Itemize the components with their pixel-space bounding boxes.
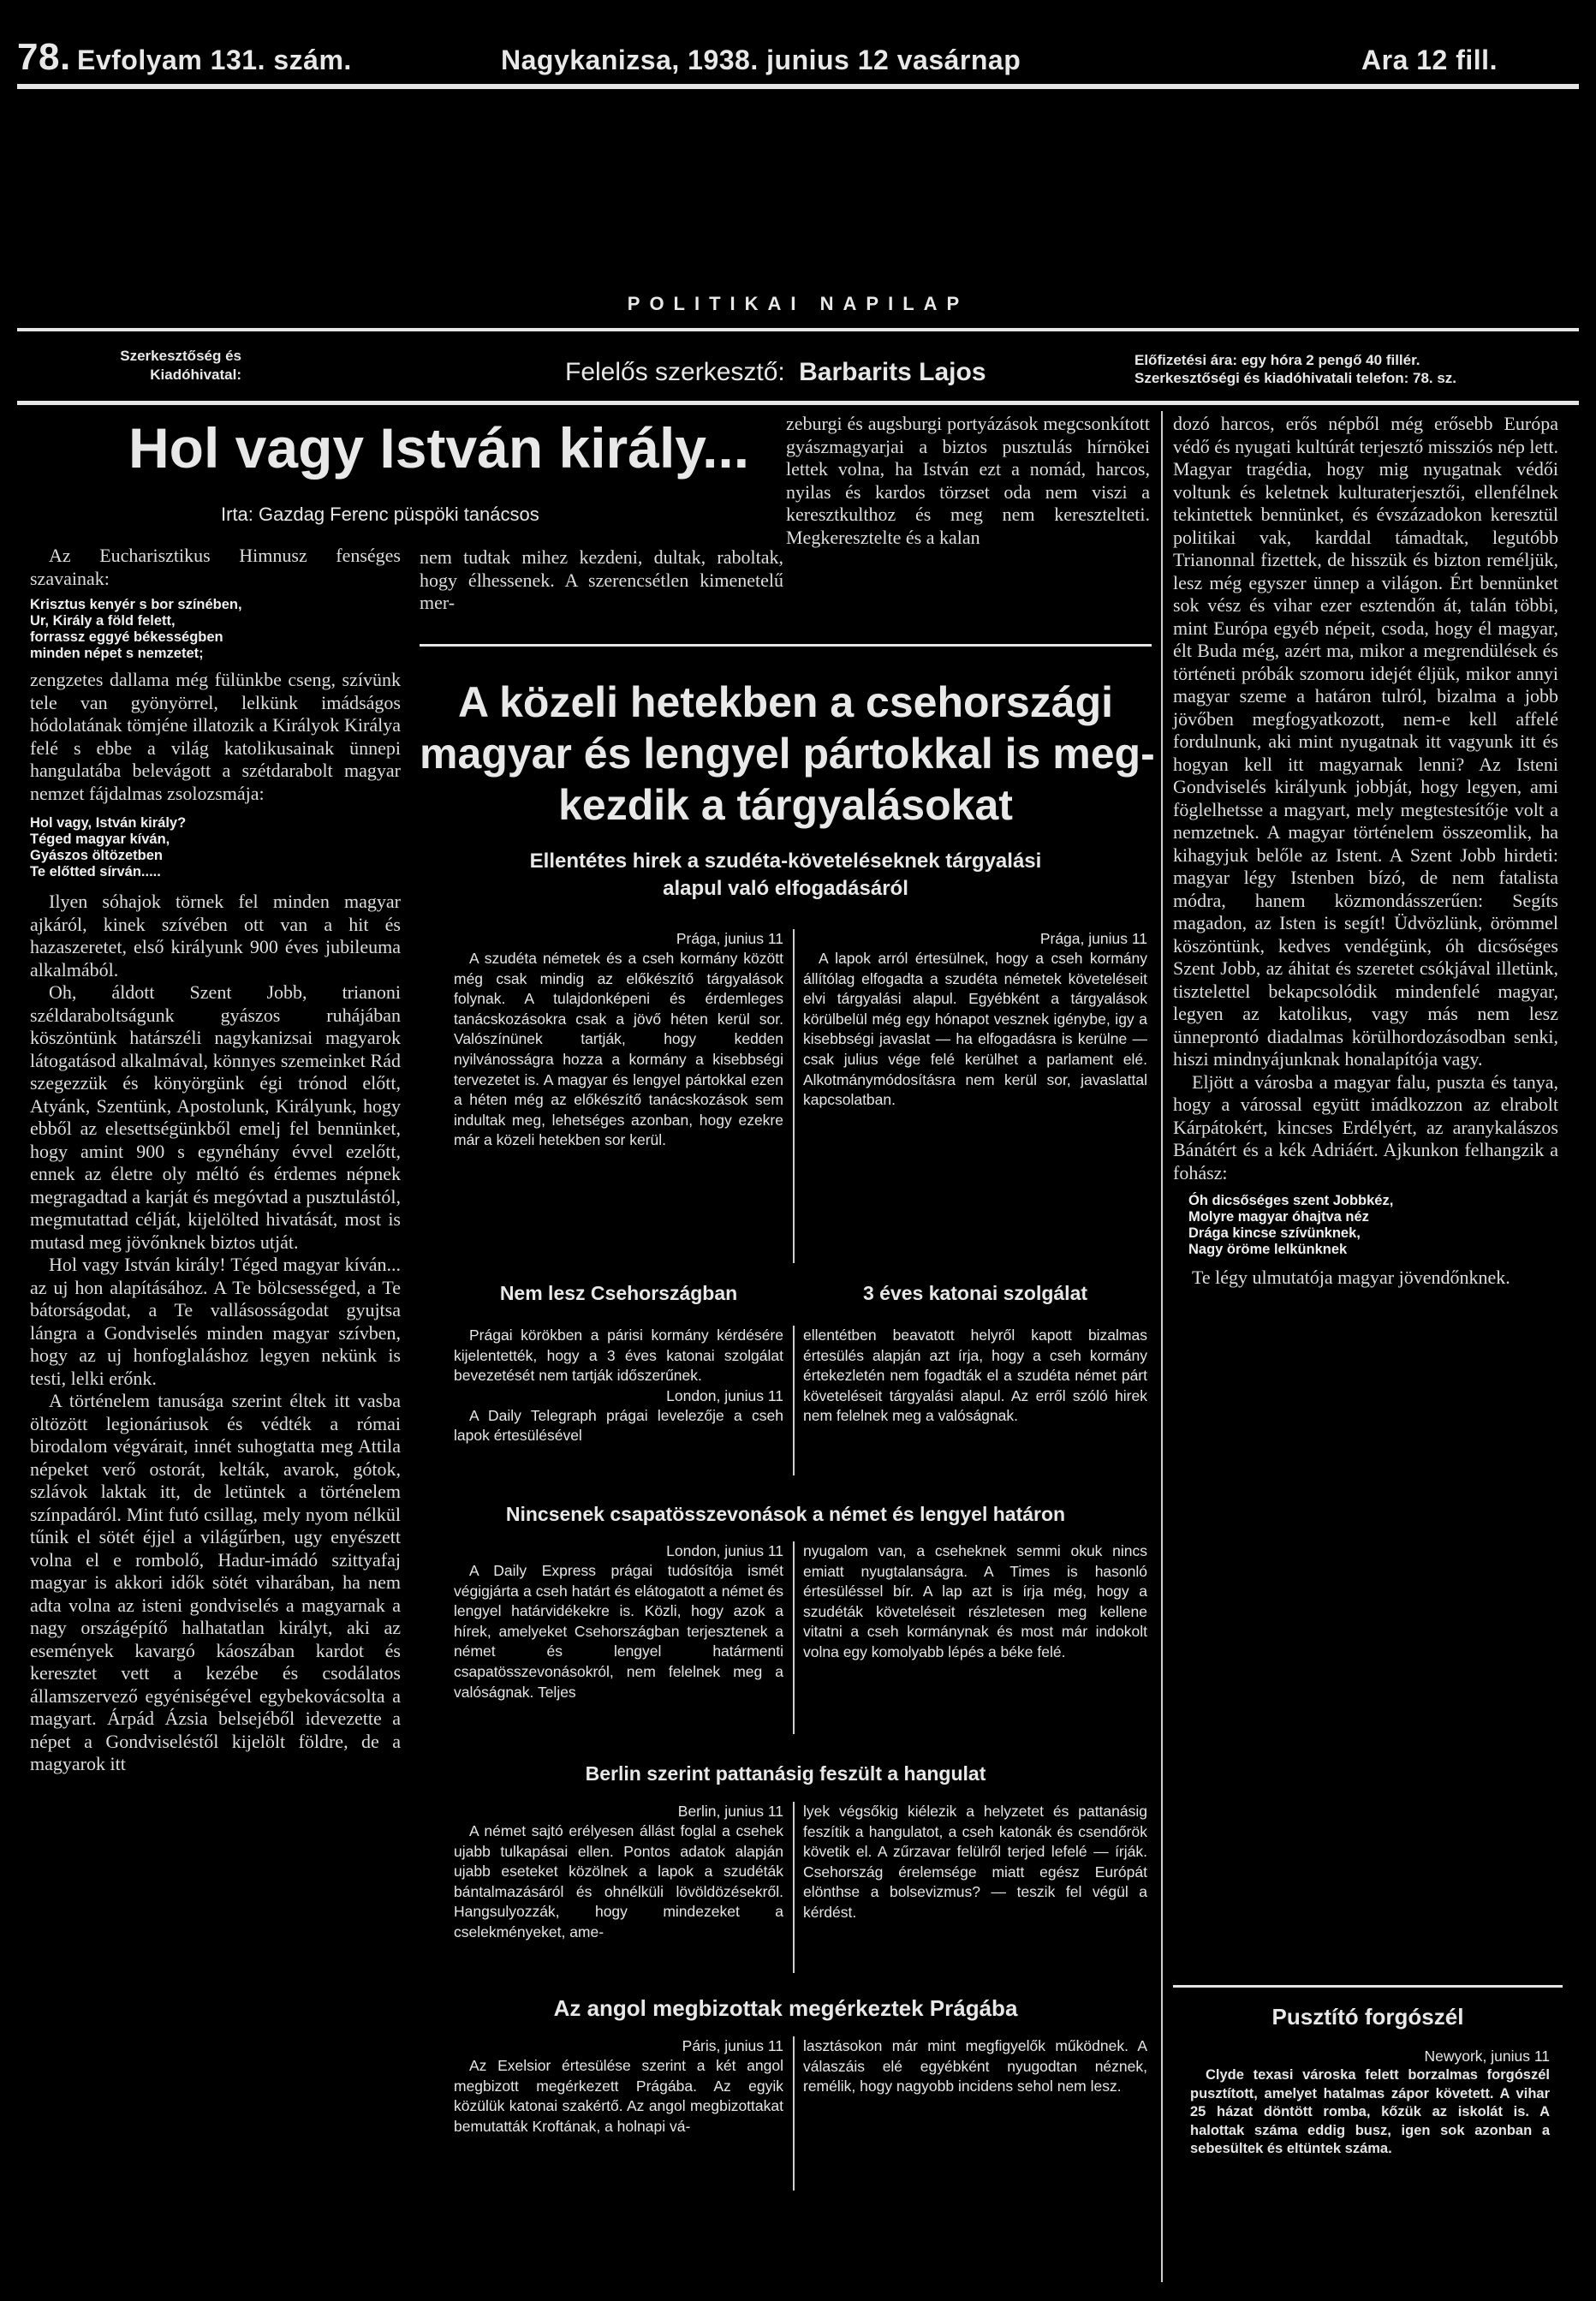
column-divider (793, 1326, 795, 1475)
headline-line-2: magyar és lengyel pártokkal is meg- (420, 730, 1155, 778)
issue-number: 78. (17, 36, 71, 78)
column-divider (793, 929, 795, 1263)
story-6 (1190, 2047, 1550, 2159)
story-text: Prágai körökben a párisi kormány kérdésére kijelentették, hogy a 3 éves katonai szolgálat bevezetését nem tartják időszerűnek. (454, 1326, 783, 1385)
masthead-left-line1: Szerkesztőség és (120, 348, 241, 364)
editorial-paragraph: A történelem tanusága szerint éltek itt vasba öltözött legionáriusok és védték a római birodalom végvárait, innét suhogtatta meg Attila népeket verő ostorát, kelták, avarok, gótok, szlávok laktak itt, de letüntek a történelem színpadáról. Mint futó csillag, mely nyom nélkül tűnik el sötét éjjel a világűrben, ugy enyészett volna el e rombolő, Hadur-imádó szittyafaj magyar is akkori idők sötét viharában, ha nem adta volna az isteni gondviselés a magyarnak a nagy országépítő halhatatlan királyt, aki az események kavargó káoszában kardot és keresztet vett a kezébe és csodálatos államszervező egyéniségével egybekovácsolta a magyart. Árpád Ázsia belsejéből idevezette a népet a Gondviseléstől kijelölt földre, de a magyarok itt (30, 1390, 401, 1774)
top-rule (17, 84, 1579, 89)
editorial-byline: Irta: Gazdag Ferenc püspöki tanácsos (221, 504, 539, 525)
editorial-paragraph: Hol vagy István király! Téged magyar kíván... az uj hon alapításához. A Te bölcsességed, a Te bátorságodat, a Te vallásosságodat gyujtsa lángra a Gondviselés minden magyar szívben, hogy az uj honfoglaláshoz legyen nekünk is testi, lelki erőnk. (30, 1254, 401, 1389)
editorial-continuation: zeburgi és augsburgi portyázások megcsonkított gyászmagyarjai a biztos pusztulás hírnökei lettek volna, ha István ezt a nomád, harcos, nyilas és kardos törzset oda nem viszi a keresztkulthoz és meg nem keresztelteti. Megkeresztelte és a kalan (786, 413, 1150, 548)
story-text: A szudéta németek és a cseh kormány között még csak mindig az előkészítő tárgyalások folynak. A tulajdonképeni és érdemleges tanácskozásokra csak a jövő héten kerül sor. Valószínünek tartják, hogy kedden nyilvánosságra hozza a kormány a kisebbségi tervezetet is. A magyar és lengyel pártokkal ezen a héten még az előkészítő tanácskozások sem indultak meg, lehetséges azonban, hogy ezekre már a közeli hetekben sor kerül. (454, 950, 783, 1149)
story-2-heading-left: Nem lesz Csehországban (499, 1282, 738, 1304)
verse-line: Molyre magyar óhajtva néz (1188, 1209, 1369, 1225)
verse-line: Krisztus kenyér s bor színében, (30, 597, 242, 612)
verse-line: Nagy öröme lelkünknek (1188, 1242, 1348, 1257)
column-divider (793, 1802, 795, 1973)
editorial-column-2 (420, 546, 783, 615)
editor-name: Barbarits Lajos (799, 358, 986, 386)
verse-line: Ur, Király a föld felett, (30, 613, 176, 629)
story-text: ellentétben beavatott helyről kapott bizalmas értesülés alapján azt írja, hogy a cseh kormány értekezletén nem fogadták el a szudéta német párt követeléseit tárgyalási alapul. Az erről szóló hirek nem felelnek meg a valóságnak. (803, 1326, 1147, 1425)
headline-line-1: A közeli hetekben a csehországi (457, 678, 1114, 726)
story-5-right (803, 2036, 1147, 2097)
editor-prefix: Felelős szerkesztő: (565, 358, 785, 386)
story-1-right (803, 929, 1147, 1111)
story-3-right (803, 1541, 1147, 1663)
editorial-paragraph: Oh, áldott Szent Jobb, trianoni széldaraboltságunk gyászos ruhájában köszöntünk határszéli nagykanizsai magyarok látogatásod alkalmával, könnyes szemeinket Rád szegezzük és könyörgünk égi trónod előtt, Atyánk, Szentünk, Apostolunk, Királyunk, hogy ebből az elesettségünkből emelj fel bennünket, hogy amint 900 s egynéhány évvel ezelőtt, ennek az életre oly méltó és érdemes népnek megragadtad a karját és megóvtad a pusztulástól, megmutattad célját, kijelölted hivatását, most is mutasd meg jövőnknek biztos utját. (30, 981, 401, 1253)
story-text: lasztásokon már mint megfigyelők működnek. A válaszáis elé egyébként nyugodtan néznek, remélik, hogy nagyobb incidens sehol nem lesz. (803, 2037, 1147, 2095)
editorial-verse-1 (30, 597, 401, 662)
story-text: Az Exelsior értesülése szerint a két angol megbizott megérkezett Prágába. Az egyik közülük katonai szakértő. Az angol megbizottakat bemutatták Kroftának, a holnapi vá- (454, 2057, 783, 2135)
editorial-column-3 (786, 413, 1150, 549)
column-divider (793, 1541, 795, 1734)
editorial-continuation: dozó harcos, erős népből még erősebb Európa védő és nyugati kultúrát terjesztő missziós nép lett. Magyar tragédia, hogy mig nyugatnak védői voltunk és keletnek kulturaterjesztői, ellenfélnek tekintettek bennünket, és évszázadokon keresztül politikai vak, karddal támadtak, legutóbb Trianonnal fizettek, de hisszük és bizton reméljük, lesz még egyszer ünnep a világon. Ért bennünket sok vész és vihar ezer esztendőn át, talán többi, mint Európa egyéb népeit, csoda, hogy él magyar, élt Buda még, azért ma, mikor a megrendülések és történeti próbák szomoru idejét éljük, mikor annyi magyar szeme a határon tulról, bizalma a jobb jövőben megfogyatkozott, nem-e kell affelé fordulnunk, aki mint nyugatnak itt vagyunk itt és hogyan kell itt magyarnak lenni? Az Isteni Gondviselés királyunk jobbját, hogy legyen, ami föglelhetsse a magyart, mely megtestesítője volt a nemzetnek. A magyar történelem összeomlik, ha kihagyjuk belőle az Istent. A Szent Jobb hirdeti: magyar légy Istenben bízó, de nem fatalista módra, hanem közmondásszerűen: Segíts magadon, az Isten is segít! Üdvözlünk, örömmel köszöntünk, kedves vendégünk, óh dicsőséges Szent Jobb, az áhitat és szeretet csókjával illetünk, tisztelettel bekapcsolódik mindenfelé magyar, legyen az katolikus, vagy más nem lesz ünneprontó diadalmas körülhordozásodban senki, hiszi mindnyájunknak honalapítója vagy. (1173, 413, 1558, 1070)
story-text: A lapok arról értesülnek, hogy a cseh kormány állítólag elfogadta a szudéta németek követeléseit elvi tárgyalási alapul. Egyébként a tárgyalások körülbelül még egy hónapot vesznek igénybe, igy a kisebbségi javaslat — ha elfogadásra is kerülne — csak julius vége felé kerülhet a parlament elé. Alkotmánymódosításra nem kerül sor, javaslattal kapcsolatban. (803, 950, 1147, 1109)
editorial-column-1 (30, 545, 401, 1776)
editorial-paragraph: Eljött a városba a magyar falu, puszta és tanya, hogy a várossal együtt imádkozzon az elrabolt Kárpátokért, kincses Erdélyért, az aranykalászos Bánátért és a kék Adriáért. Ajkunkon felhangzik a fohász: (1173, 1070, 1558, 1183)
verse-line: Hol vagy, István király? (30, 815, 187, 831)
dateline: Newyork, junius 11 (1424, 2048, 1550, 2065)
story-text: A Daily Telegraph prágai levelezője a cseh lapok értesülésével (454, 1406, 783, 1445)
headline-line-3: kezdik a tárgyalásokat (558, 781, 1013, 829)
editorial-column-4 (1173, 413, 1558, 1290)
story-4-heading: Berlin szerint pattanásig feszült a hangulat (585, 1762, 986, 1785)
verse-line: Óh dicsőséges szent Jobbkéz, (1188, 1193, 1394, 1208)
story-5-heading: Az angol megbizottak megérkeztek Prágába (553, 1995, 1018, 2021)
masthead-left-info (45, 347, 241, 384)
story-6-heading: Pusztító forgószél (1271, 2004, 1464, 2030)
story-4-right (803, 1802, 1147, 1923)
subtitle-line-2: alapul való elfogadásáról (663, 877, 908, 900)
editorial-title: Hol vagy István király... (128, 416, 750, 480)
editorial-intro: Az Eucharisztikus Himnusz fenséges szavainak: (30, 545, 401, 589)
story-2-right (803, 1326, 1147, 1427)
story-text: Clyde texasi városka felett borzalmas forgószél pusztított, amelyet hatalmas zápor követett. A vihar 25 házat döntött romba, kőzük az iskolát is. A halottak száma eddig busz, igen sok azonban a sebesültek és eltüntek száma. (1190, 2067, 1550, 2156)
volume-label: Evfolyam 131. szám. (77, 45, 352, 75)
verse-line: Te előtted sírván..... (30, 864, 161, 879)
phone-info: Szerkesztőségi és kiadóhivatali telefon: 78. sz. (1134, 370, 1457, 386)
headline-rule-top (420, 644, 1152, 647)
dateline: Prága, junius 11 (1039, 930, 1147, 947)
story-3-heading: Nincsenek csapatösszevonások a német és lengyel határon (505, 1503, 1066, 1525)
story-text: nyugalom van, a cseheknek semmi okuk nincs emiatt nyugtalanságra. A Times is hasonló értesüléssel bír. A lap azt is írja még, hogy a szudéták követeléseit részletesen meg kellene vitatni a cseh kormánynak és most már indokolt volna egy komolyabb lépés a béke felé. (803, 1542, 1147, 1660)
editor-line (565, 358, 1027, 387)
editorial-verse-3 (1188, 1193, 1558, 1258)
editorial-paragraph: Ilyen sóhajok törnek fel minden magyar ajkáról, kinek szívében ott van a hit és hazaszeretet, első királyunk 900 éves jubileuma alkalmából. (30, 891, 401, 981)
story-2-left (454, 1326, 783, 1446)
verse-line: forrassz eggyé békességben (30, 629, 223, 645)
main-headline (420, 677, 1155, 831)
headline-subtitle (420, 848, 1152, 903)
editorial-paragraph: Te légy ulmutatója magyar jövendőnknek. (1192, 1267, 1510, 1288)
story-text: A német sajtó erélyesen állást foglal a csehek ujabb tulkapásai ellen. Pontos adatok alapján ujabb eseteket közölnek a lapok a szudéták bántalmazásáról és ohnélküli lövöldözésekről. Hangsulyozzák, hogy mindezeket a cselekményeket, ame- (454, 1822, 783, 1940)
story-5-left (454, 2036, 783, 2137)
place-date: Nagykanizsa, 1938. junius 12 vasárnap (501, 45, 1021, 75)
masthead-rule-bottom (17, 401, 1579, 405)
story-1-left (454, 929, 783, 1151)
dateline: London, junius 11 (666, 1542, 783, 1559)
story-6-rule (1173, 1985, 1563, 1988)
column-divider (1161, 411, 1163, 2282)
story-4-left (454, 1802, 783, 1943)
verse-line: Téged magyar kíván, (30, 832, 170, 847)
dateline: London, junius 11 (666, 1386, 783, 1404)
column-divider (793, 2036, 795, 2191)
verse-line: minden népet s nemzetet; (30, 646, 204, 661)
masthead-rule-top (17, 328, 1579, 331)
dateline: Prága, junius 11 (676, 930, 783, 947)
price: Ara 12 fill. (1361, 45, 1498, 75)
subtitle-line-1: Ellentétes hirek a szudéta-követeléseknek tárgyalási (529, 849, 1042, 873)
dateline: Páris, junius 11 (682, 2037, 783, 2054)
editorial-paragraph: zengzetes dallama még fülünkbe cseng, szívünk tele van gyönyörrel, lelkünk imádságos hódolatának tömjéne illatozik a Királyok Királya felé s ebbe a világ katolikusainak ünnepi hangulatába belevágott a szétdarabolt magyar nemzet fájdalmas zsolozsmája: (30, 669, 401, 804)
story-3-left (454, 1541, 783, 1702)
masthead-right-info (1134, 351, 1580, 387)
paper-subtitle: POLITIKAI NAPILAP (627, 293, 969, 314)
masthead-left-line2: Kiadóhivatal: (150, 367, 241, 383)
editorial-verse-2 (30, 815, 401, 880)
story-text: lyek végsőkig kiélezik a helyzetet és pattanásig feszítik a hangulatot, a cseh katonák és csendőrök követik el. A zűrzavar felülről terjed lefelé — írják. Csehország érelemsége miatt egész Európát elönthse a bolsevizmus? — teszik fel végül a kérdést. (803, 1803, 1147, 1921)
story-2-heading-right: 3 éves katonai szolgálat (862, 1282, 1088, 1304)
dateline: Berlin, junius 11 (677, 1803, 783, 1820)
verse-line: Gyászos öltözetben (30, 848, 163, 863)
verse-line: Drága kincse szívünknek, (1188, 1225, 1361, 1241)
subscription-price: Előfizetési ára: egy hóra 2 pengő 40 fillér. (1134, 352, 1420, 368)
story-text: A Daily Express prágai tudósítója ismét végigjárta a cseh határt és elátogatott a német és lengyel határvidékekre is. Közli, hogy azok a hírek, amelyeket Csehországban terjesztenek a német és lengyel határmenti csapatösszevonásokról, nem felelnek meg a valóságnak. Teljes (454, 1562, 783, 1701)
editorial-continuation: nem tudtak mihez kezdeni, dultak, raboltak, hogy élhessenek. A szerencsétlen kimenetelű mer- (420, 546, 783, 613)
